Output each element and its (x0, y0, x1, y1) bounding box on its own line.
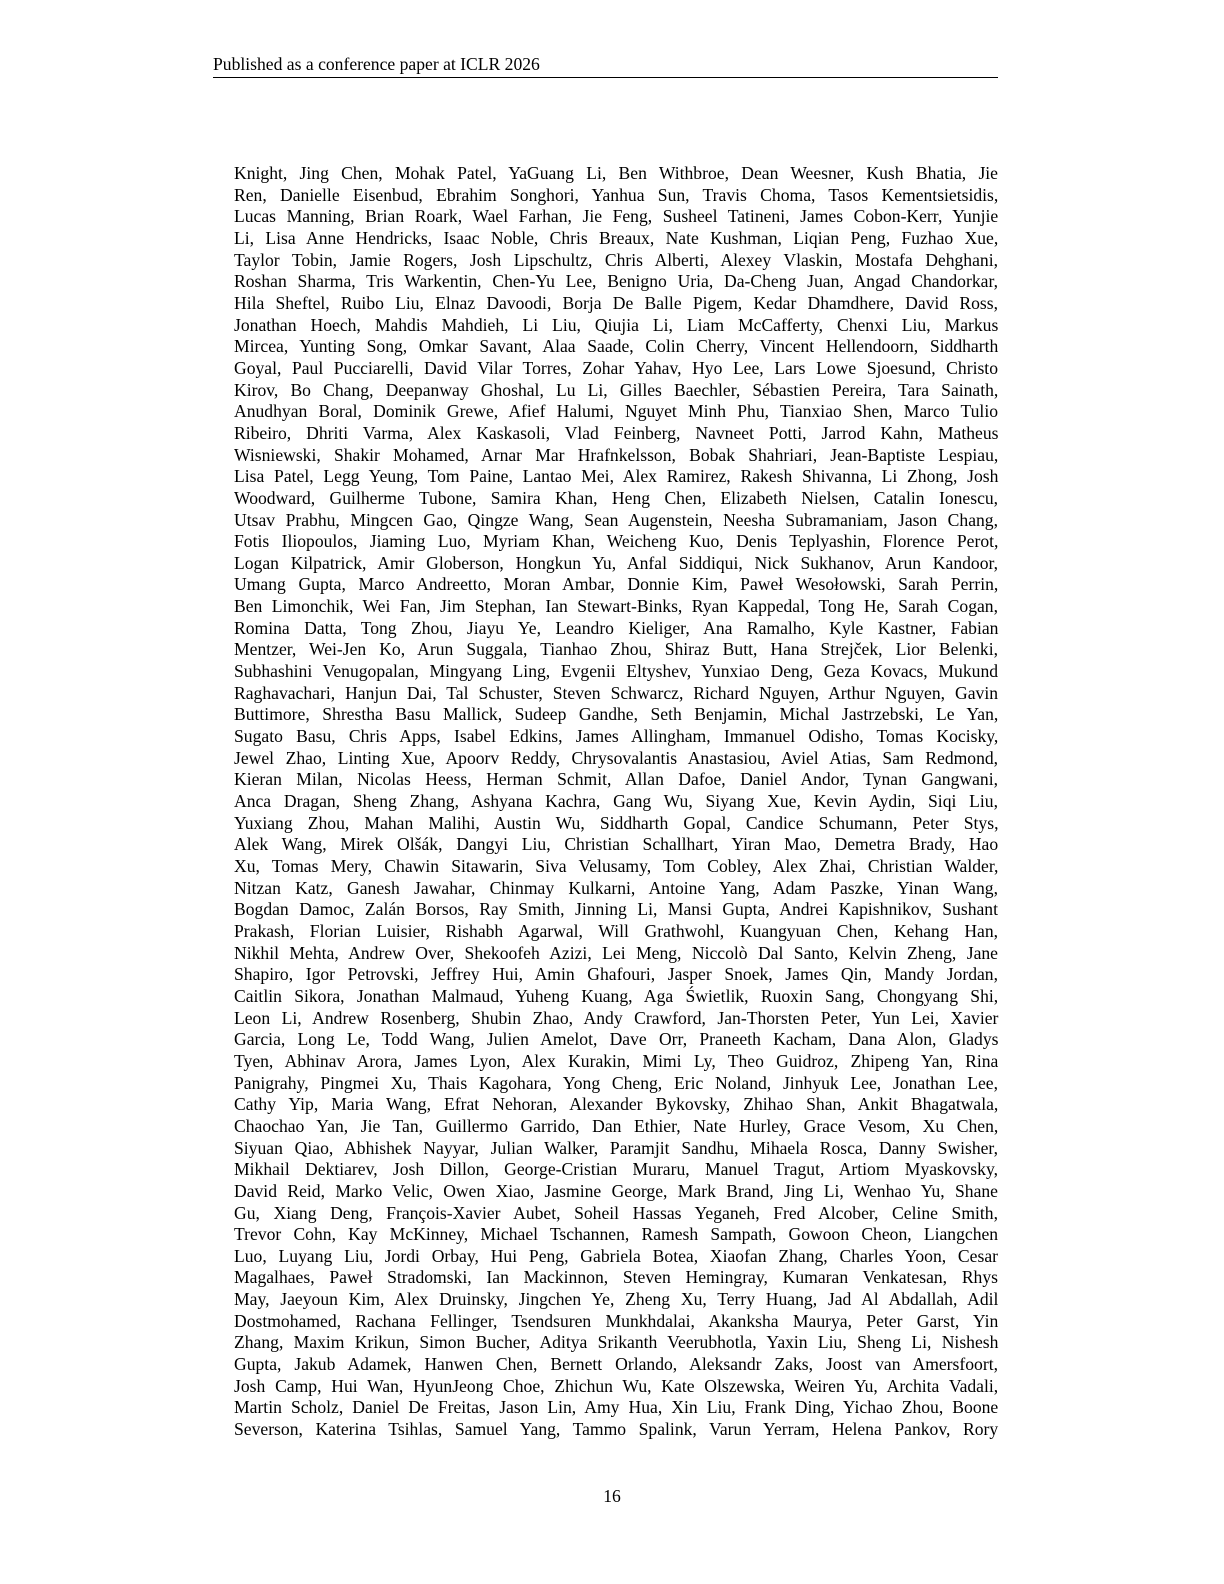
author-line: Woodward, Guilherme Tubone, Samira Khan, Heng Chen, Elizabeth Nielsen, Catalin Ionescu, (234, 487, 999, 508)
author-line: Siyuan Qiao, Abhishek Nayyar, Julian Walker, Paramjit Sandhu, Mihaela Rosca, Danny Swisher, (234, 1137, 998, 1158)
page-number: 16 (603, 1486, 621, 1506)
author-line: Roshan Sharma, Tris Warkentin, Chen-Yu Lee, Benigno Uria, Da-Cheng Juan, Angad Chandorkar, (234, 271, 998, 292)
author-line: Caitlin Sikora, Jonathan Malmaud, Yuheng Kuang, Aga Świetlik, Ruoxin Sang, Chongyang Shi, (234, 985, 999, 1006)
author-line: Taylor Tobin, Jamie Rogers, Josh Lipschultz, Chris Alberti, Alexey Vlaskin, Mostafa Dehghani, (234, 249, 998, 270)
author-line: Tyen, Abhinav Arora, James Lyon, Alex Kurakin, Mimi Ly, Theo Guidroz, Zhipeng Yan, Rina (234, 1050, 999, 1071)
author-line: Panigrahy, Pingmei Xu, Thais Kagohara, Yong Cheng, Eric Noland, Jinhyuk Lee, Jonathan Lee, (234, 1072, 998, 1093)
author-line: Li, Lisa Anne Hendricks, Isaac Noble, Chris Breaux, Nate Kushman, Liqian Peng, Fuzhao Xue, (234, 227, 999, 248)
author-line: Chaochao Yan, Jie Tan, Guillermo Garrido, Dan Ethier, Nate Hurley, Grace Vesom, Xu Chen, (234, 1115, 999, 1136)
author-line: Cathy Yip, Maria Wang, Efrat Nehoran, Alexander Bykovsky, Zhihao Shan, Ankit Bhagatwala, (234, 1094, 999, 1115)
author-line: Utsav Prabhu, Mingcen Gao, Qingze Wang, Sean Augenstein, Neesha Subramaniam, Jason Chang, (234, 509, 998, 530)
author-line: Mircea, Yunting Song, Omkar Savant, Alaa Saade, Colin Cherry, Vincent Hellendoorn, Siddharth (234, 336, 999, 357)
author-line: Gu, Xiang Deng, François-Xavier Aubet, Soheil Hassas Yeganeh, Fred Alcober, Celine Smith, (234, 1202, 998, 1223)
author-line: Ribeiro, Dhriti Varma, Alex Kaskasoli, Vlad Feinberg, Navneet Potti, Jarrod Kahn, Matheus (234, 422, 999, 443)
author-line: Garcia, Long Le, Todd Wang, Julien Amelot, Dave Orr, Praneeth Kacham, Dana Alon, Gladys (234, 1029, 999, 1050)
author-line: Buttimore, Shrestha Basu Mallick, Sudeep Gandhe, Seth Benjamin, Michal Jastrzebski, Le Yan, (234, 704, 999, 725)
author-line: Umang Gupta, Marco Andreetto, Moran Ambar, Donnie Kim, Paweł Wesołowski, Sarah Perrin, (234, 574, 999, 595)
author-line: May, Jaeyoun Kim, Alex Druinsky, Jingchen Ye, Zheng Xu, Terry Huang, Jad Al Abdallah, Adil (234, 1289, 999, 1310)
author-line: Yuxiang Zhou, Mahan Malihi, Austin Wu, Siddharth Gopal, Candice Schumann, Peter Stys, (234, 812, 999, 833)
author-line: David Reid, Marko Velic, Owen Xiao, Jasmine George, Mark Brand, Jing Li, Wenhao Yu, Shane (234, 1180, 998, 1201)
author-line: Trevor Cohn, Kay McKinney, Michael Tschannen, Ramesh Sampath, Gowoon Cheon, Liangchen (234, 1224, 999, 1245)
author-line: Goyal, Paul Pucciarelli, David Vilar Torres, Zohar Yahav, Hyo Lee, Lars Lowe Sjoesund, Christo (234, 357, 998, 378)
author-line: Logan Kilpatrick, Amir Globerson, Hongkun Yu, Anfal Siddiqui, Nick Sukhanov, Arun Kandoor, (234, 552, 999, 573)
author-line: Anudhyan Boral, Dominik Grewe, Afief Halumi, Nguyet Minh Phu, Tianxiao Shen, Marco Tulio (234, 401, 998, 422)
author-line: Severson, Katerina Tsihlas, Samuel Yang, Tammo Spalink, Varun Yerram, Helena Pankov, Rory (234, 1419, 999, 1440)
author-line: Lisa Patel, Legg Yeung, Tom Paine, Lantao Mei, Alex Ramirez, Rakesh Shivanna, Li Zhong, Josh (234, 466, 999, 487)
author-line: Zhang, Maxim Krikun, Simon Bucher, Aditya Srikanth Veerubhotla, Yaxin Liu, Sheng Li, Nishesh (234, 1332, 999, 1353)
author-line: Nikhil Mehta, Andrew Over, Shekoofeh Azizi, Lei Meng, Niccolò Dal Santo, Kelvin Zheng, Jane (234, 942, 998, 963)
author-line: Nitzan Katz, Ganesh Jawahar, Chinmay Kulkarni, Antoine Yang, Adam Paszke, Yinan Wang, (234, 877, 998, 898)
author-line: Prakash, Florian Luisier, Rishabh Agarwal, Will Grathwohl, Kuangyuan Chen, Kehang Han, (234, 920, 999, 941)
author-line: Magalhaes, Paweł Stradomski, Ian Mackinnon, Steven Hemingray, Kumaran Venkatesan, Rhys (234, 1267, 998, 1288)
author-line: Mikhail Dektiarev, Josh Dillon, George-Cristian Muraru, Manuel Tragut, Artiom Myaskovsky, (234, 1159, 998, 1180)
author-line: Gupta, Jakub Adamek, Hanwen Chen, Bernett Orlando, Aleksandr Zaks, Joost van Amersfoort, (234, 1354, 998, 1375)
author-line: Jewel Zhao, Linting Xue, Apoorv Reddy, Chrysovalantis Anastasiou, Aviel Atias, Sam Redmond, (234, 747, 999, 768)
author-line: Luo, Luyang Liu, Jordi Orbay, Hui Peng, Gabriela Botea, Xiaofan Zhang, Charles Yoon, Cesar (234, 1245, 998, 1266)
author-line: Fotis Iliopoulos, Jiaming Luo, Myriam Khan, Weicheng Kuo, Denis Teplyashin, Florence Perot, (234, 531, 999, 552)
author-line: Martin Scholz, Daniel De Freitas, Jason Lin, Amy Hua, Xin Liu, Frank Ding, Yichao Zhou, Boone (234, 1397, 999, 1418)
author-line: Sugato Basu, Chris Apps, Isabel Edkins, James Allingham, Immanuel Odisho, Tomas Kocisky, (234, 726, 999, 747)
author-line: Anca Dragan, Sheng Zhang, Ashyana Kachra, Gang Wu, Siyang Xue, Kevin Aydin, Siqi Liu, (234, 791, 998, 812)
author-line: Kieran Milan, Nicolas Heess, Herman Schmit, Allan Dafoe, Daniel Andor, Tynan Gangwani, (234, 769, 998, 790)
author-line: Romina Datta, Tong Zhou, Jiayu Ye, Leandro Kieliger, Ana Ramalho, Kyle Kastner, Fabian (234, 617, 999, 638)
author-line: Subhashini Venugopalan, Mingyang Ling, Evgenii Eltyshev, Yunxiao Deng, Geza Kovacs, Mukund (234, 661, 999, 682)
author-line: Raghavachari, Hanjun Dai, Tal Schuster, Steven Schwarcz, Richard Nguyen, Arthur Nguyen, Gavin (234, 682, 998, 703)
author-line: Jonathan Hoech, Mahdis Mahdieh, Li Liu, Qiujia Li, Liam McCafferty, Chenxi Liu, Markus (234, 314, 999, 335)
author-line: Leon Li, Andrew Rosenberg, Shubin Zhao, Andy Crawford, Jan-Thorsten Peter, Yun Lei, Xavier (234, 1007, 999, 1028)
author-line: Lucas Manning, Brian Roark, Wael Farhan, Jie Feng, Susheel Tatineni, James Cobon-Kerr, Yunjie (234, 206, 999, 227)
author-line: Knight, Jing Chen, Mohak Patel, YaGuang Li, Ben Withbroe, Dean Weesner, Kush Bhatia, Jie (234, 163, 998, 183)
running-header: Published as a conference paper at ICLR 2026 (213, 53, 998, 78)
author-line: Josh Camp, Hui Wan, HyunJeong Choe, Zhichun Wu, Kate Olszewska, Weiren Yu, Archita Vadali, (234, 1375, 999, 1396)
author-line: Hila Sheftel, Ruibo Liu, Elnaz Davoodi, Borja De Balle Pigem, Kedar Dhamdhere, David Ross, (234, 292, 998, 313)
author-line: Dostmohamed, Rachana Fellinger, Tsendsuren Munkhdalai, Akanksha Maurya, Peter Garst, Yin (234, 1310, 999, 1331)
author-line: Bogdan Damoc, Zalán Borsos, Ray Smith, Jinning Li, Mansi Gupta, Andrei Kapishnikov, Sushant (234, 899, 998, 920)
author-line: Mentzer, Wei-Jen Ko, Arun Suggala, Tianhao Zhou, Shiraz Butt, Hana Strejček, Lior Belenki, (234, 639, 998, 660)
author-line: Ben Limonchik, Wei Fan, Jim Stephan, Ian Stewart-Binks, Ryan Kappedal, Tong He, Sarah Cogan, (234, 596, 998, 617)
author-line: Alek Wang, Mirek Olšák, Dangyi Liu, Christian Schallhart, Yiran Mao, Demetra Brady, Hao (234, 834, 999, 855)
author-line: Wisniewski, Shakir Mohamed, Arnar Mar Hrafnkelsson, Bobak Shahriari, Jean-Baptiste Lespiau, (234, 444, 999, 465)
author-line: Ren, Danielle Eisenbud, Ebrahim Songhori, Yanhua Sun, Travis Choma, Tasos Kementsietsidis, (234, 184, 999, 205)
author-line: Kirov, Bo Chang, Deepanway Ghoshal, Lu Li, Gilles Baechler, Sébastien Pereira, Tara Sainath, (234, 379, 999, 400)
author-line: Shapiro, Igor Petrovski, Jeffrey Hui, Amin Ghafouri, Jasper Snoek, James Qin, Mandy Jordan, (234, 964, 998, 985)
author-list (234, 163, 998, 1441)
author-line: Xu, Tomas Mery, Chawin Sitawarin, Siva Velusamy, Tom Cobley, Alex Zhai, Christian Walder, (234, 856, 999, 876)
